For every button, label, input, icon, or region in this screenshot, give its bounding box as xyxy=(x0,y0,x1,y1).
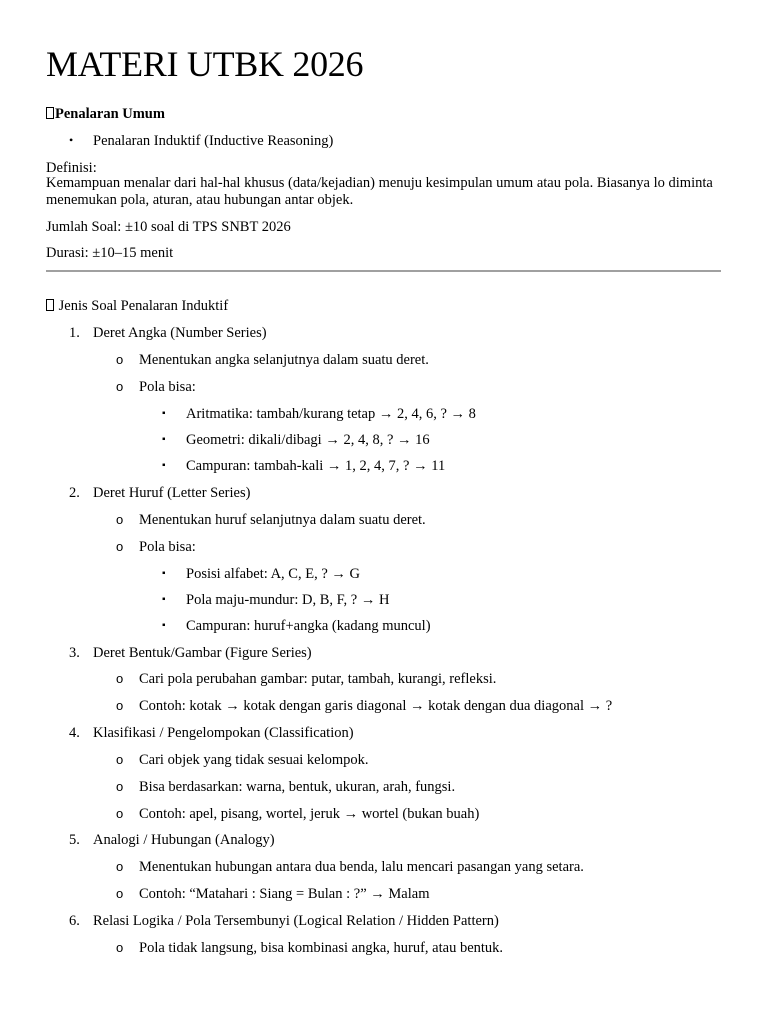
list-item: Relasi Logika / Pola Tersembunyi (Logical Relation / Hidden Pattern) xyxy=(93,913,499,929)
sub-item: Contoh: “Matahari : Siang = Bulan : ?” → Malam xyxy=(139,886,430,902)
circle-marker: o xyxy=(116,886,124,901)
sub-sub-item: Campuran: huruf+angka (kadang muncul) xyxy=(186,618,431,634)
circle-marker: o xyxy=(116,379,124,394)
list-number: 5. xyxy=(69,832,80,848)
sub-item: Cari pola perubahan gambar: putar, tambah, kurangi, refleksi. xyxy=(139,671,497,687)
square-marker: ▪ xyxy=(162,568,166,579)
square-marker: ▪ xyxy=(162,620,166,631)
list-item: Deret Huruf (Letter Series) xyxy=(93,485,251,501)
horizontal-divider xyxy=(46,270,721,272)
missing-glyph-icon xyxy=(46,299,54,311)
circle-marker: o xyxy=(116,352,124,367)
jumlah-soal: Jumlah Soal: ±10 soal di TPS SNBT 2026 xyxy=(46,219,291,235)
circle-marker: o xyxy=(116,539,124,554)
square-marker: ▪ xyxy=(162,434,166,445)
sub-item: Bisa berdasarkan: warna, bentuk, ukuran, arah, fungsi. xyxy=(139,779,456,795)
square-marker: ▪ xyxy=(162,408,166,419)
bullet-marker: • xyxy=(69,133,74,147)
sub-item: Menentukan huruf selanjutnya dalam suatu deret. xyxy=(139,512,426,528)
missing-glyph-icon xyxy=(46,107,54,119)
page-title: MATERI UTBK 2026 xyxy=(46,44,364,84)
jenis-heading xyxy=(46,297,228,315)
durasi: Durasi: ±10–15 menit xyxy=(46,245,174,261)
list-number: 6. xyxy=(69,913,80,929)
sub-sub-item: Geometri: dikali/dibagi → 2, 4, 8, ? → 16 xyxy=(186,432,430,448)
circle-marker: o xyxy=(116,752,124,767)
list-item: Deret Bentuk/Gambar (Figure Series) xyxy=(93,645,312,661)
definition-text: Kemampuan menalar dari hal-hal khusus (data/kejadian) menuju kesimpulan umum atau pola. Biasanya lo diminta menemukan pola, aturan, atau hubungan antar objek. xyxy=(46,175,713,208)
circle-marker: o xyxy=(116,671,124,686)
circle-marker: o xyxy=(116,698,124,713)
section-heading xyxy=(46,105,165,123)
square-marker: ▪ xyxy=(162,594,166,605)
list-number: 1. xyxy=(69,325,80,341)
list-item: Klasifikasi / Pengelompokan (Classification) xyxy=(93,725,354,741)
topic-label: Penalaran Induktif (Inductive Reasoning) xyxy=(93,133,334,149)
list-number: 3. xyxy=(69,645,80,661)
sub-sub-item: Campuran: tambah-kali → 1, 2, 4, 7, ? → 11 xyxy=(186,458,446,474)
sub-item: Pola tidak langsung, bisa kombinasi angka, huruf, atau bentuk. xyxy=(139,940,504,956)
definition-label: Definisi: xyxy=(46,160,97,176)
sub-item: Pola bisa: xyxy=(139,379,196,395)
sub-sub-item: Pola maju-mundur: D, B, F, ? → H xyxy=(186,592,390,608)
circle-marker: o xyxy=(116,806,124,821)
circle-marker: o xyxy=(116,512,124,527)
sub-sub-item: Aritmatika: tambah/kurang tetap → 2, 4, 6, ? → 8 xyxy=(186,406,476,422)
section-heading-text: Penalaran Umum xyxy=(55,106,165,122)
list-item: Analogi / Hubungan (Analogy) xyxy=(93,832,275,848)
sub-sub-item: Posisi alfabet: A, C, E, ? → G xyxy=(186,566,360,582)
list-number: 2. xyxy=(69,485,80,501)
square-marker: ▪ xyxy=(162,460,166,471)
sub-item: Contoh: kotak → kotak dengan garis diagonal → kotak dengan dua diagonal → ? xyxy=(139,698,613,714)
circle-marker: o xyxy=(116,859,124,874)
list-item: Deret Angka (Number Series) xyxy=(93,325,267,341)
sub-item: Menentukan angka selanjutnya dalam suatu deret. xyxy=(139,352,429,368)
sub-item: Contoh: apel, pisang, wortel, jeruk → wortel (bukan buah) xyxy=(139,806,480,822)
circle-marker: o xyxy=(116,940,124,955)
sub-item: Pola bisa: xyxy=(139,539,196,555)
sub-item: Menentukan hubungan antara dua benda, lalu mencari pasangan yang setara. xyxy=(139,859,584,875)
jenis-heading-text: Jenis Soal Penalaran Induktif xyxy=(58,298,229,314)
list-number: 4. xyxy=(69,725,80,741)
sub-item: Cari objek yang tidak sesuai kelompok. xyxy=(139,752,369,768)
circle-marker: o xyxy=(116,779,124,794)
